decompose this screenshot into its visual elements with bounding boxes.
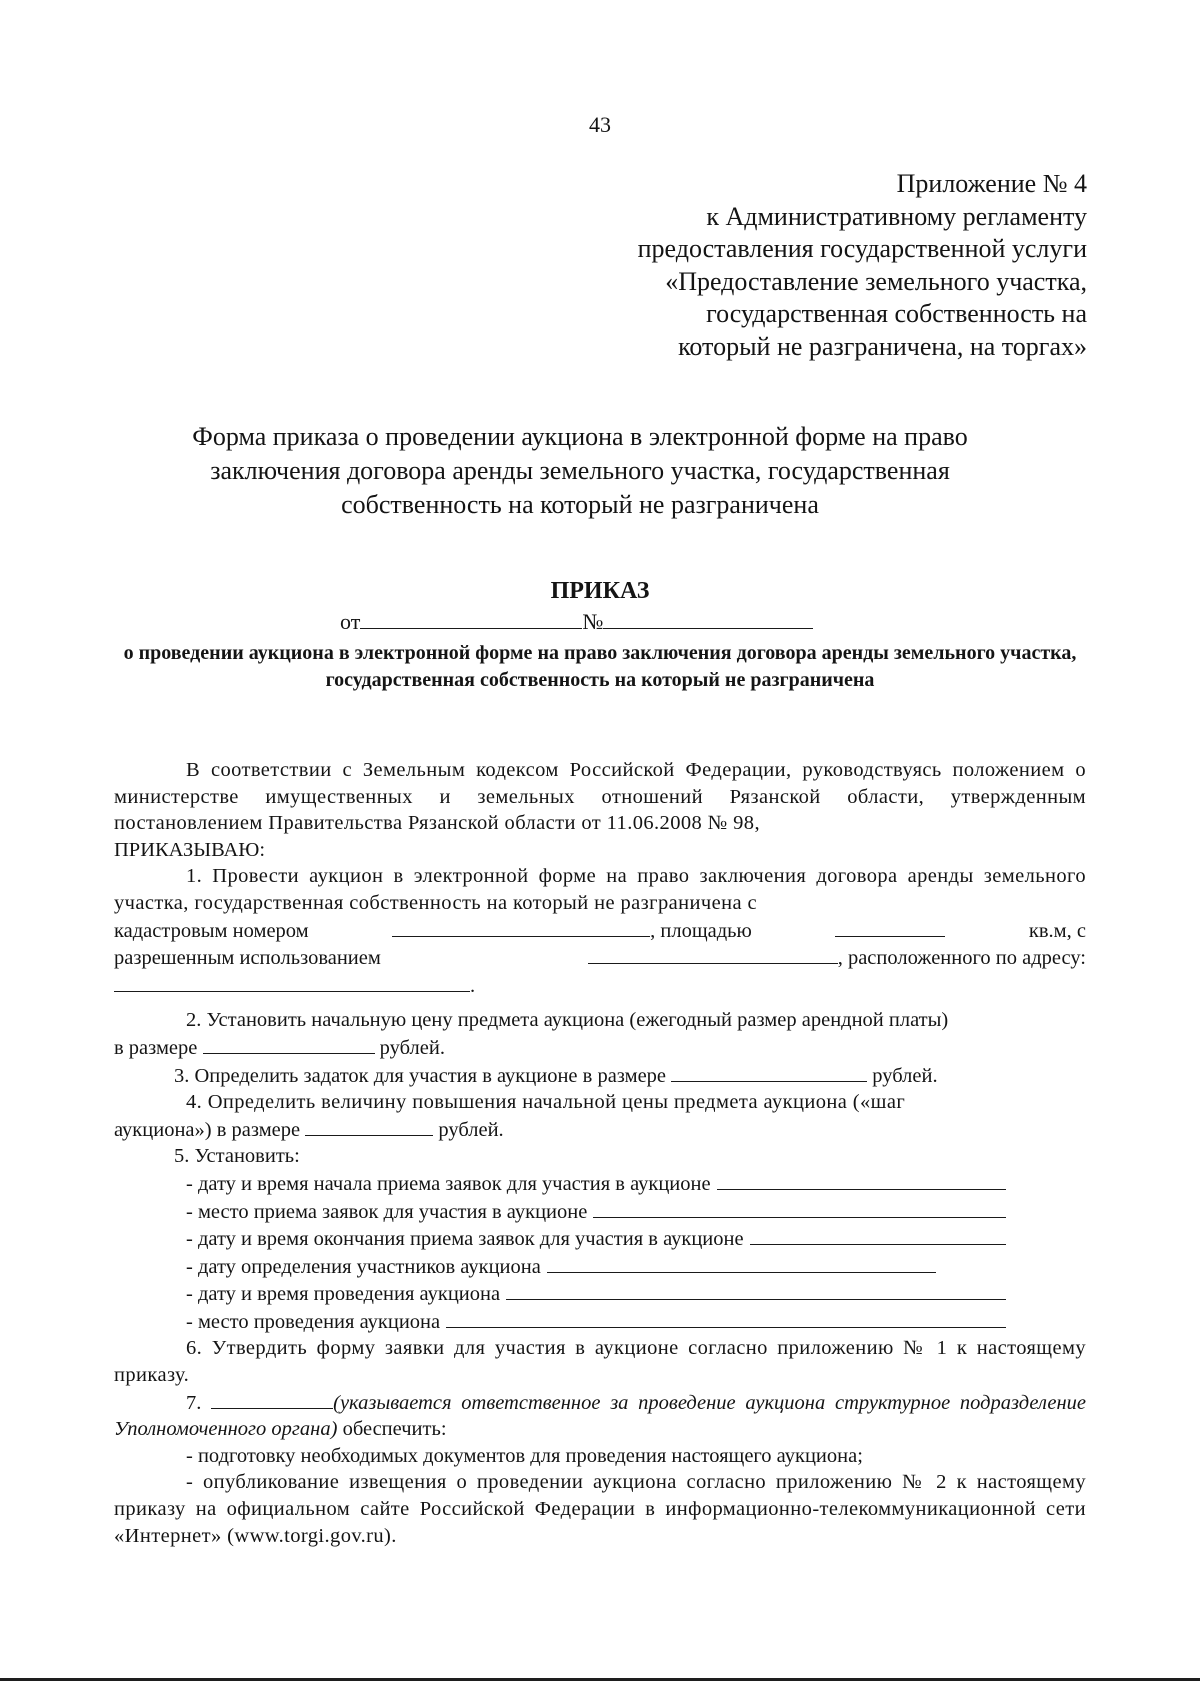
- order-subject: о проведении аукциона в электронной форме на право заключения договора аренды земельного участка, государственная собственность на который не разграничена: [123, 642, 1077, 691]
- item-2-amount-prefix: в размере: [114, 1036, 198, 1059]
- item-7-italic: (указывается ответственное за проведение аукциона структурное подразделение Уполномоченного органа): [114, 1391, 1087, 1441]
- item-5-subitem-text: - место приема заявок для участия в аукционе: [186, 1200, 588, 1223]
- item-5-subitem-blank: [750, 1225, 1006, 1245]
- address-end: .: [470, 974, 476, 997]
- cadastral-blank: [392, 917, 650, 937]
- item-2-amount-line: [114, 1034, 1086, 1062]
- order-date-number-line: [340, 608, 813, 635]
- item-4-rub: рублей.: [438, 1118, 504, 1141]
- address-line: [114, 972, 1086, 1000]
- item-5-subitem: [114, 1198, 1086, 1226]
- item-3-line: [114, 1062, 1086, 1090]
- item-5-subitem-text: - дату и время окончания приема заявок для участия в аукционе: [186, 1228, 744, 1251]
- item-5-subitem-blank: [547, 1253, 936, 1273]
- item-1-cadastral-line: [114, 917, 1086, 945]
- item-4-text: 4. Определить величину повышения начальной цены предмета аукциона («шаг: [186, 1091, 906, 1114]
- sqm-label: кв.м, с: [1028, 919, 1086, 942]
- item-7-text: [114, 1389, 1086, 1443]
- page-number: 43: [589, 112, 611, 137]
- item-5-text: 5. Установить:: [174, 1145, 300, 1168]
- order-from-label: от: [340, 609, 361, 634]
- item-5-subitem-text: - дату определения участников аукциона: [186, 1255, 541, 1278]
- appendix-line: государственная собственность на: [706, 299, 1087, 329]
- located-label: , расположенного по адресу:: [837, 947, 1086, 970]
- area-blank: [835, 917, 945, 937]
- appendix-line: предоставления государственной услуги: [637, 234, 1087, 264]
- order-number-blank: [603, 608, 813, 629]
- item-5-subitem-text: - место проведения аукциона: [186, 1310, 441, 1333]
- form-title: Форма приказа о проведении аукциона в электронной форме на право заключения договора аренды земельного участка, государственная собственность на который не разграничена: [192, 422, 968, 519]
- item-6-text: 6. Утвердить форму заявки для участия в аукционе согласно приложению № 1 к настоящему приказу.: [114, 1337, 1086, 1387]
- item-5-subitem: [114, 1170, 1086, 1198]
- item-5-subitem: [114, 1225, 1086, 1253]
- item-5-subitem: [114, 1253, 1086, 1281]
- appendix-line: к Административному регламенту: [706, 201, 1087, 231]
- order-date-blank: [360, 608, 582, 629]
- permitted-label: разрешенным использованием: [114, 947, 381, 970]
- area-label: , площадью: [650, 919, 752, 942]
- item-4-amount-blank: [305, 1116, 433, 1136]
- cadastral-label: кадастровым номером: [114, 919, 309, 942]
- item-5-subitem: [114, 1308, 1086, 1336]
- item-1-permitted-line: [114, 944, 1086, 972]
- item-4-amount-prefix: аукциона») в размере: [114, 1118, 301, 1141]
- preamble: В соответствии с Земельным кодексом Российской Федерации, руководствуясь положением о министерстве имущественных и земельных отношений Рязанской области, утвержденным постановлением Правительства Рязанской области от 11.06.2008 № 98,: [114, 759, 1086, 835]
- item-5-subitem-text: - дату и время проведения аукциона: [186, 1283, 501, 1306]
- item-5-subitem: [114, 1280, 1086, 1308]
- item-7-subitem: - подготовку необходимых документов для проведения настоящего аукциона;: [186, 1444, 863, 1467]
- permitted-blank: [588, 944, 838, 964]
- appendix-block: [638, 168, 1087, 364]
- item-3-amount-blank: [671, 1062, 867, 1082]
- order-heading: ПРИКАЗ: [550, 578, 650, 604]
- item-5-subitem-blank: [506, 1280, 1006, 1300]
- item-2-rub: рублей.: [379, 1036, 445, 1059]
- order-number-label: №: [582, 609, 604, 634]
- item-2-amount-blank: [203, 1034, 375, 1054]
- item-3-text: 3. Определить задаток для участия в аукционе в размере: [174, 1064, 667, 1087]
- order-body: [114, 757, 1086, 1549]
- order-word: ПРИКАЗЫВАЮ:: [114, 838, 266, 861]
- item-5-subitem-text: - дату и время начала приема заявок для участия в аукционе: [186, 1172, 711, 1195]
- appendix-line: который не разграничена, на торгах»: [678, 331, 1087, 361]
- item-7-subitem: - опубликование извещения о проведении аукциона согласно приложению № 2 к настоящему приказу на официальном сайте Российской Федерации в информационно-телекоммуникационной сети «Интернет» (www.torgi.gov.ru).: [114, 1471, 1086, 1547]
- item-1-text: 1. Провести аукцион в электронной форме на право заключения договора аренды земельного участка, государственная собственность на который не разграничена с: [114, 865, 1086, 914]
- address-blank: [114, 972, 470, 992]
- item-4-amount-line: [114, 1116, 1086, 1144]
- appendix-line: Приложение № 4: [896, 169, 1087, 198]
- item-5-subitem-blank: [593, 1198, 1006, 1218]
- item-7-blank: [211, 1389, 333, 1409]
- item-2-text: 2. Установить начальную цену предмета аукциона (ежегодный размер арендной платы): [186, 1009, 949, 1032]
- item-7-suffix: обеспечить:: [337, 1418, 447, 1441]
- item-7-number: 7.: [186, 1391, 202, 1414]
- page-bottom-rule: [0, 1678, 1200, 1681]
- item-5-subitem-blank: [446, 1308, 1006, 1328]
- appendix-line: «Предоставление земельного участка,: [665, 266, 1087, 296]
- item-5-subitem-blank: [717, 1170, 1006, 1190]
- item-3-rub: рублей.: [872, 1064, 938, 1087]
